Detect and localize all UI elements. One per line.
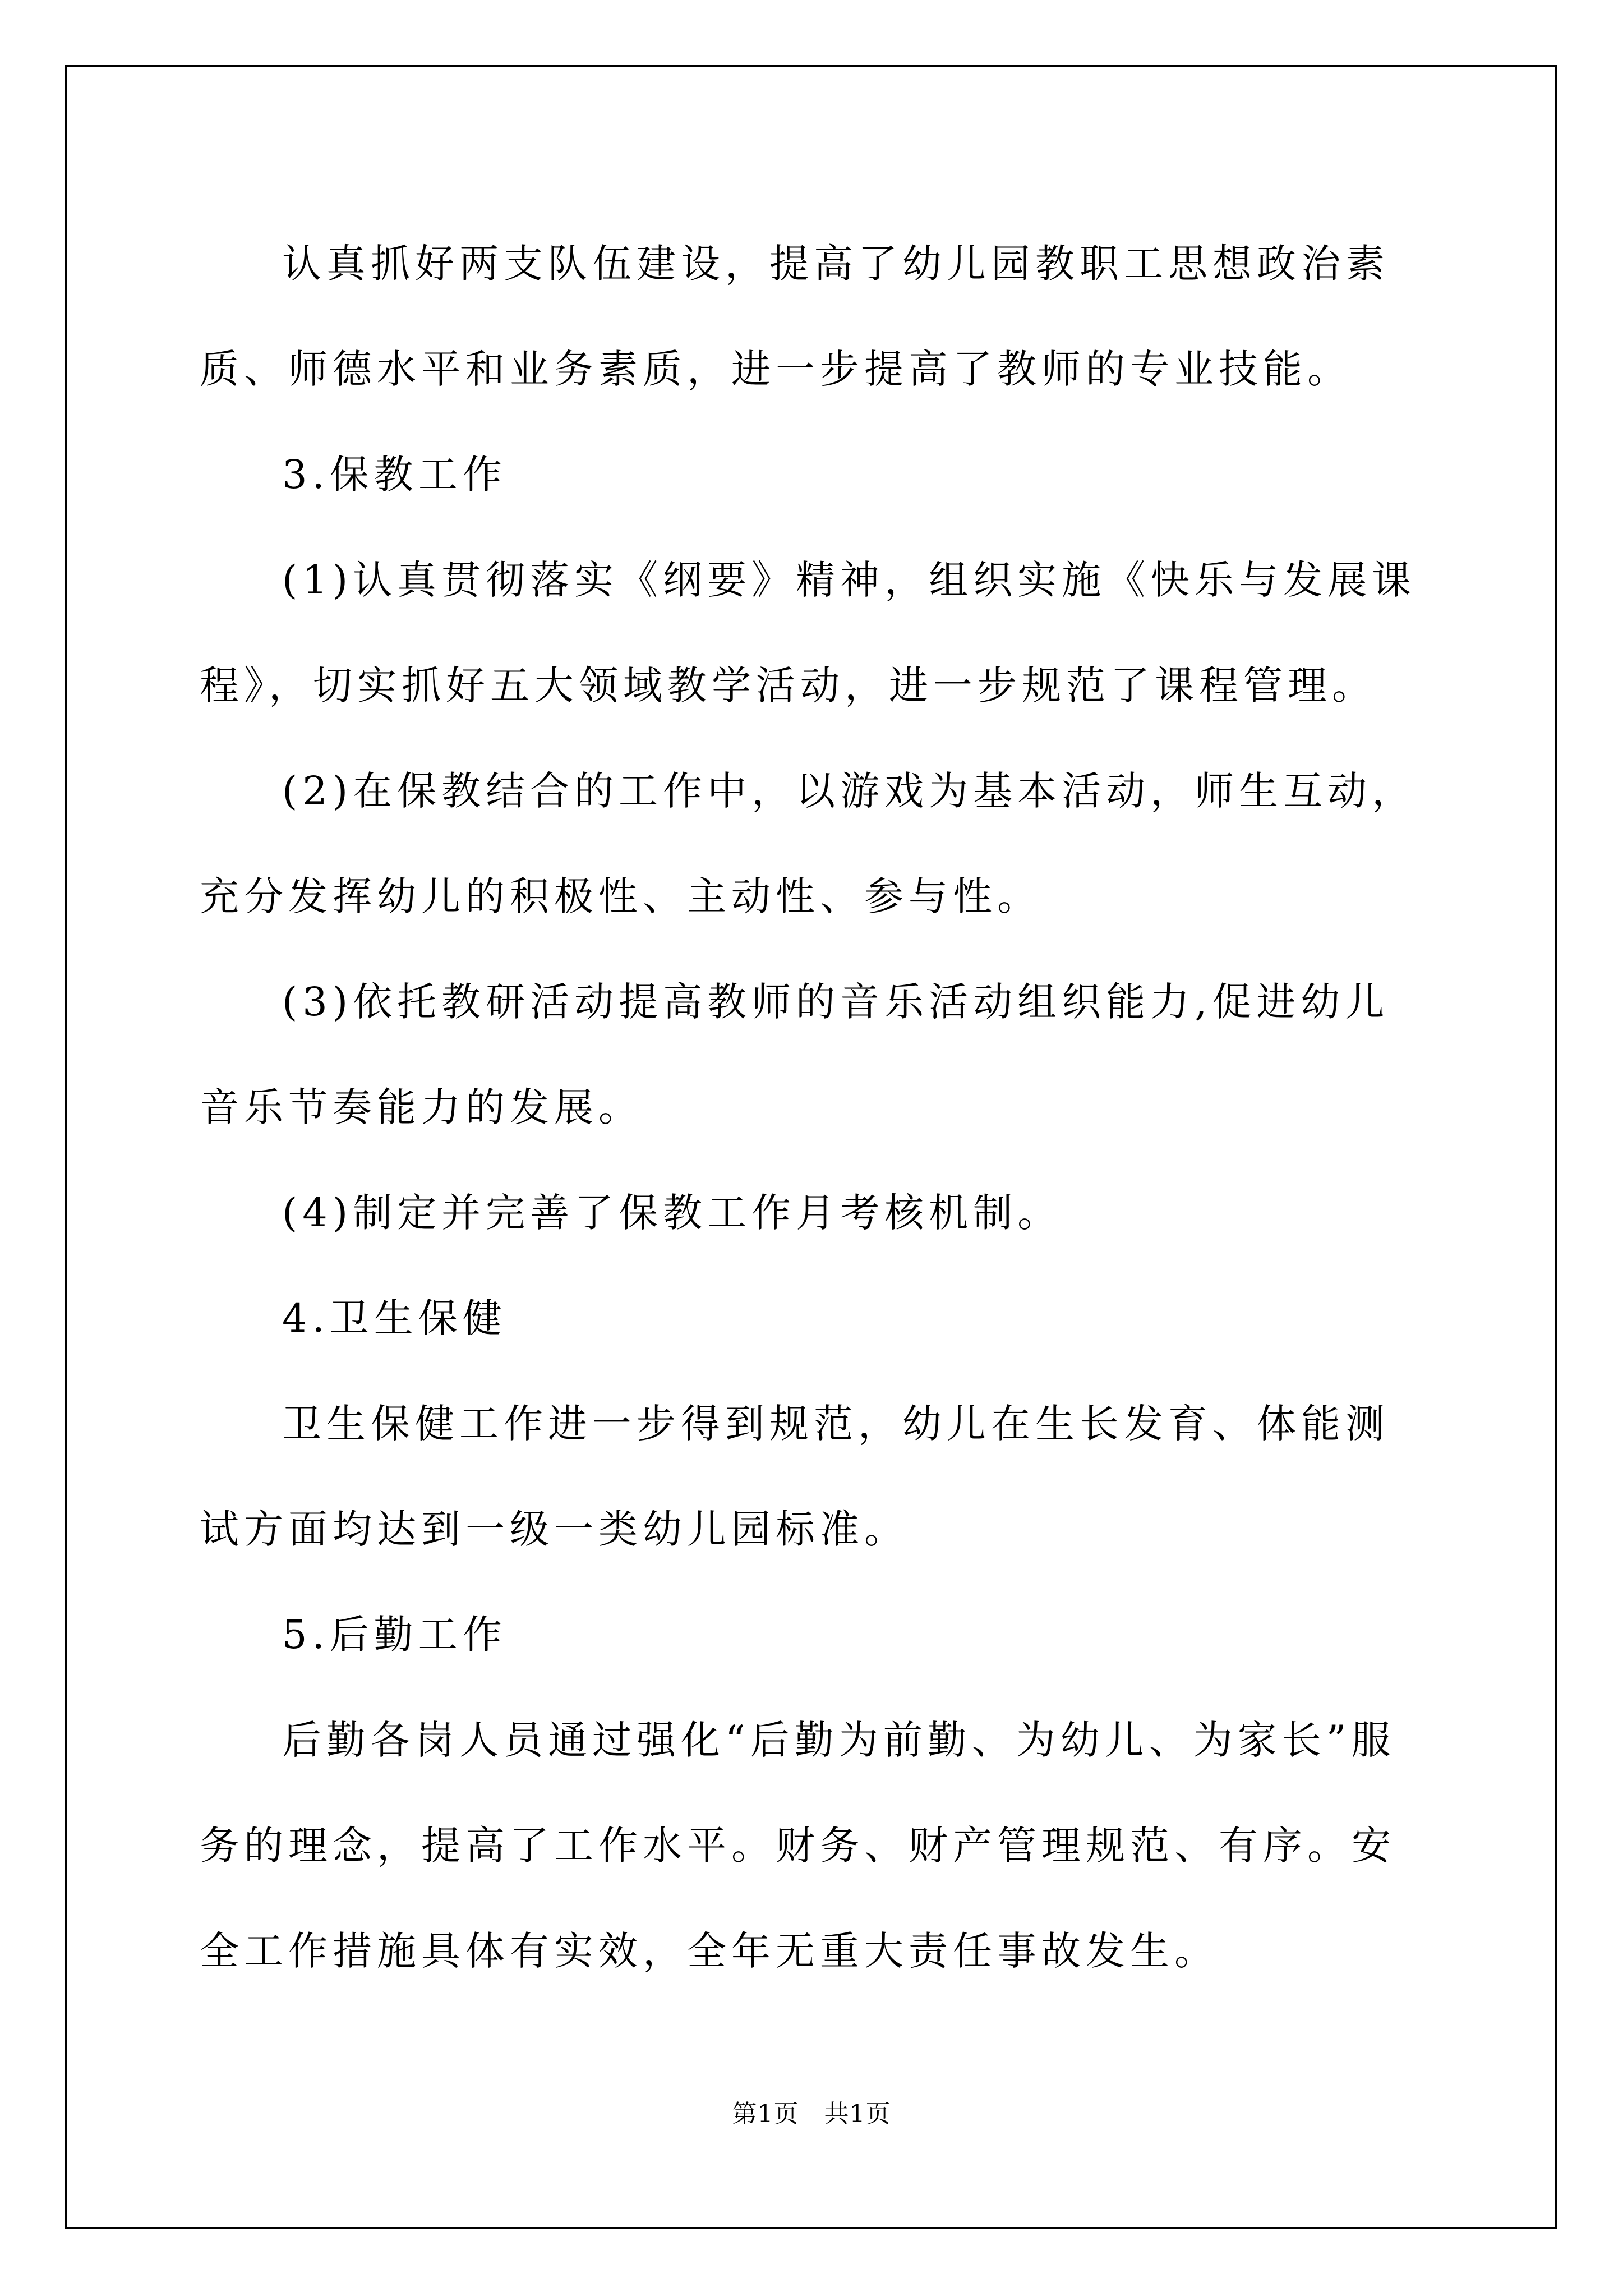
heading-logistics: 5.后勤工作	[282, 1612, 507, 1658]
page-footer	[0, 2099, 1623, 2130]
page-total: 共1页	[824, 2100, 891, 2128]
paragraph-play-activities: (2)在保教结合的工作中，以游戏为基本活动，师生互动，充分发挥幼儿的积极性、主动性、参与性。	[200, 768, 1417, 919]
document-body	[200, 211, 1428, 2004]
paragraph-curriculum: (1)认真贯彻落实《纲要》精神，组织实施《快乐与发展课程》，切实抓好五大领域教学活动，进一步规范了课程管理。	[200, 557, 1417, 708]
page-number: 第1页	[732, 2100, 799, 2128]
paragraph-assessment: (4)制定并完善了保教工作月考核机制。	[282, 1190, 1062, 1236]
paragraph-health-standards: 卫生保健工作进一步得到规范，幼儿在生长发育、体能测试方面均达到一级一类幼儿园标准。	[200, 1401, 1390, 1552]
paragraph-team-building: 认真抓好两支队伍建设，提高了幼儿园教职工思想政治素质、师德水平和业务素质，进一步提高了教师的专业技能。	[200, 241, 1390, 392]
paragraph-logistics-service: 后勤各岗人员通过强化“后勤为前勤、为幼儿、为家长”服务的理念，提高了工作水平。财务、财产管理规范、有序。安全工作措施具体有实效，全年无重大责任事故发生。	[200, 1717, 1396, 1974]
heading-health-care: 4.卫生保健	[282, 1295, 507, 1341]
heading-education-work: 3.保教工作	[282, 452, 507, 498]
paragraph-music-teaching: (3)依托教研活动提高教师的音乐活动组织能力,促进幼儿音乐节奏能力的发展。	[200, 979, 1390, 1130]
